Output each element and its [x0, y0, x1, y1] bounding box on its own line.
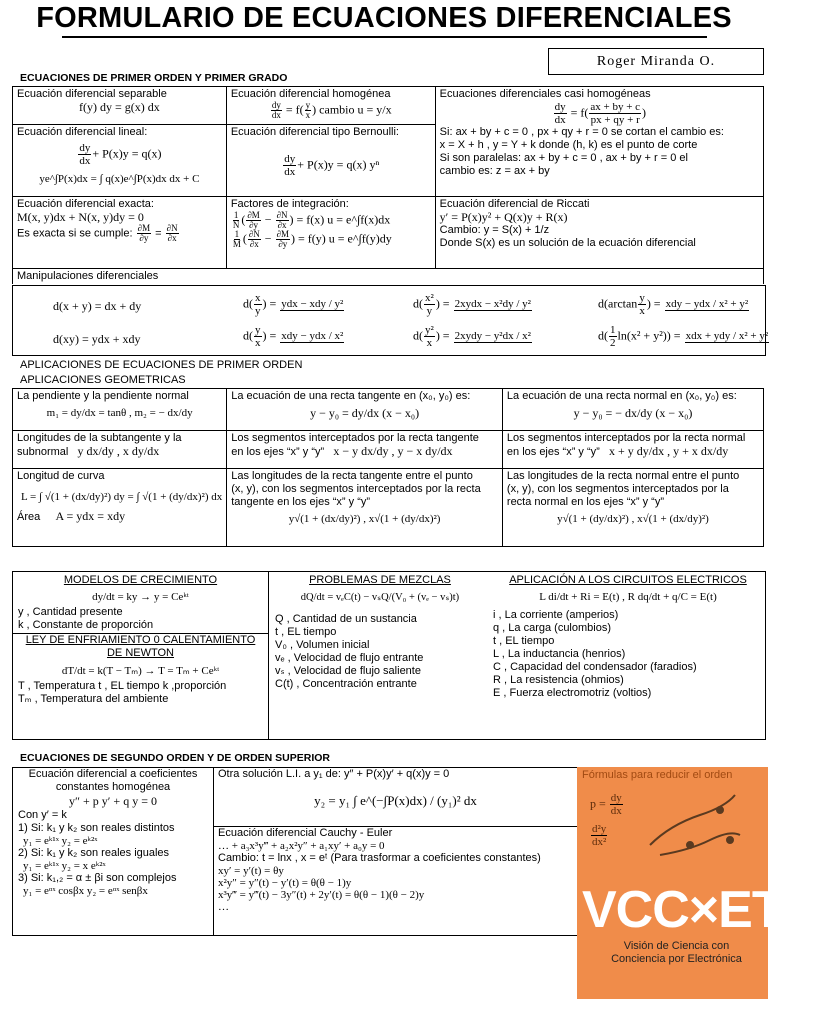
cauchy-euler-panel: Ecuación diferencial Cauchy - Euler … + a₃x³y‴ + a₂x²y″ + a₁xy′ + a₀y = 0 Cambio: t = lnx , x = eᵗ (Para trasformar a coeficientes constantes) xy′ = y′(t) = θy x²y″ = y″(t) − y′(t) = θ(θ − 1)y x³y‴ = y‴(t) − 3y″(t) + 2y′(t) = θ(θ − 1)(θ − 2)y … — [218, 827, 541, 913]
section-first-order: ECUACIONES DE PRIMER ORDEN Y PRIMER GRADO — [20, 72, 288, 84]
cell-longitud-curva: Longitud de curva L = ∫ √(1 + (dx/dy)²) dy = ∫ √(1 + (dy/dx)²) dx Área A = ydx = xdy — [13, 469, 227, 547]
manip-d-arctan: d(arctan $\frac{y}{x}$ ) = xdy − ydx / x² + y² — [598, 292, 749, 317]
manip-heading-cell: Manipulaciones diferenciales — [13, 269, 764, 285]
cell-factores: Factores de integración: $\frac{1}{N}$ ( $\frac{\partial M}{\partial y}$ − $\frac{\partial N}{\partial x}$ ) = f(x) u = e^∫f(x)dx $\frac{1}{M}$ ( $\frac{\partial N}{\partial x}$ − $\frac{\partial M}{\partial y}$ ) = f(y) u = e^∫f(y)dy — [226, 197, 435, 269]
page-title: FORMULARIO DE ECUACIONES DIFERENCIALES — [36, 2, 732, 34]
manip-d-y2-over-x: d( $\frac{\text{y²}}{x}$ ) = 2xydy − y²dx / x² — [413, 324, 531, 349]
const-coef-panel: Ecuación diferencial a coeficientes constantes homogénea y″ + p y′ + q y = 0 Con y′ = k 1) Si: k₁ y k₂ son reales distintos y₁ = eᵏ¹ˣ y₂ = eᵏ²ˣ 2) Si: k₁ y k₂ son reales iguales y₁ = eᵏ¹ˣ y₂ = x eᵏ²ˣ 3) Si: k₁,₂ = α ± βi son complejos y₁ = eᵅˣ cosβx y₂ = eᵅˣ senβx — [13, 768, 214, 935]
cell-seg-tangente: Los segmentos interceptados por la recta tangente en los ejes “x” y “y” x − y dx/dy , y − x dy/dx — [227, 431, 503, 469]
second-order-box — [12, 767, 579, 936]
manip-d-x-over-y: d( $\frac{x}{y}$ ) = ydx − xdy / y² — [243, 292, 344, 317]
circuits-panel: APLICACIÓN A LOS CIRCUITOS ELECTRICOS L di/dt + Ri = E(t) , R dq/dt + q/C = E(t) i , La corriente (amperios) q , La carga (culombios) t , EL tiempo L , La inductancia (henrios) C , Capacidad del condensador (faradios) R , La resistencia (ohmios) E , Fuerza electromotriz (voltios) — [493, 574, 747, 699]
cell-bernoulli: Ecuación diferencial tipo Bernoulli: $\frac{dy}{dx}$ + P(x)y = q(x) yⁿ — [226, 125, 435, 197]
second-solution-panel: Otra solución L.I. a y₁ de: y″ + P(x)y′ + q(x)y = 0 y₂ = y₁ ∫ e^(−∫P(x)dx) / (y₁)² dx — [213, 768, 578, 827]
cell-long-normal: Las longitudes de la recta normal entre el punto (x, y), con los segmentos interceptados por la recta normal en los ejes “x” y “y” y√(1 + (dy/dx)²) , x√(1 + (dx/dy)²) — [502, 469, 763, 547]
mixtures-panel: PROBLEMAS DE MEZCLAS dQ/dt = vₑC(t) − vₛQ/(V₀ + (vₑ − vₛ)t) Q , Cantidad de un sustancia t , EL tiempo V₀ , Volumen inicial vₑ , Velocidad de flujo entrante vₛ , Velocidad de flujo saliente C(t) , Concentración entrante — [275, 574, 460, 690]
geom-table — [12, 388, 764, 547]
manip-box: d(x + y) = dx + dy d(xy) = ydx + xdy d( $\frac{x}{y}$ ) = ydx − xdy / y² d( $\frac{y}{x}$ ) = xdy − ydx / x² d( $\frac{\text{x²}}{y}$ ) = 2xydx − x²dy / y² d( $\frac{\text{y²}}{x}$ ) = 2xydy − y²dx / x² d(arctan $\frac{y}{x}$ ) = xdy − ydx / x² + y² d( $\frac{1}{2}$ ln(x² + y²)) = xdx + ydy / x² + y² — [12, 285, 766, 356]
cell-riccati: Ecuación diferencial de Riccati y′ = P(x)y² + Q(x)y + R(x) Cambio: y = S(x) + 1/z Donde S(x) es un solución de la ecuación diferencial — [435, 197, 763, 269]
section-second-order: ECUACIONES DE SEGUNDO ORDEN Y DE ORDEN SUPERIOR — [20, 752, 330, 764]
hand-icon — [630, 785, 750, 870]
manip-d-ln: d( $\frac{1}{2}$ ln(x² + y²)) = xdx + ydy / x² + y² — [598, 324, 769, 349]
cell-subtangente: Longitudes de la subtangente y la subnormal y dx/dy , x dy/dx — [13, 431, 227, 469]
cell-seg-normal: Los segmentos interceptados por la recta normal en los ejes “x” y “y” x + y dy/dx , y + x dx/dy — [502, 431, 763, 469]
cell-tangente: La ecuación de una recta tangente en (x₀, y₀) es: y − y₀ = dy/dx (x − x₀) — [227, 389, 503, 431]
vcc-logo: VCC×ETN — [582, 881, 819, 939]
manip-d-x2-over-y: d( $\frac{\text{x²}}{y}$ ) = 2xydx − x²dy / y² — [413, 292, 531, 317]
first-order-table — [12, 86, 764, 284]
reduce-order-formulas: p = $\frac{dy}{dx}$ $\frac{\text{d²y}}{\text{dx²}}$ — [590, 792, 622, 848]
cell-lineal: Ecuación diferencial lineal: $\frac{dy}{dx}$ + P(x)y = q(x) ye^∫P(x)dx = ∫ q(x)e^∫P(x)dx dx + C — [13, 125, 227, 197]
author-box: Roger Miranda O. — [548, 48, 764, 75]
manip-d-y-over-x: d( $\frac{y}{x}$ ) = xdy − ydx / x² — [243, 324, 344, 349]
reduce-order-heading: Fórmulas para reducir el orden — [582, 769, 733, 781]
section-apps-geom: APLICACIONES GEOMETRICAS — [20, 374, 186, 386]
apps-box — [12, 571, 766, 740]
cell-homogenea: Ecuación diferencial homogénea $\frac{dy}{dx}$ = f( $\frac{y}{x}$ ) cambio u = y/x — [226, 87, 435, 125]
cell-pendiente: La pendiente y la pendiente normal m₁ = dy/dx = tanθ , m₂ = − dx/dy — [13, 389, 227, 431]
logo-tagline: Visión de Ciencia con Conciencia por Electrónica — [611, 940, 742, 965]
cell-long-tangente: Las longitudes de la recta tangente entre el punto (x, y), con los segmentos interceptados por la recta tangente en los ejes “x” y “y” y√(1 + (dx/dy)²) , x√(1 + (dy/dx)²) — [227, 469, 503, 547]
section-apps-first-order: APLICACIONES DE ECUACIONES DE PRIMER ORDEN — [20, 359, 303, 371]
title-underline — [62, 36, 707, 38]
cell-exacta: Ecuación diferencial exacta: M(x, y)dx + N(x, y)dy = 0 Es exacta si se cumple: $\frac{\partial M}{\partial y}$ = $\frac{\partial N}{\partial x}$ — [13, 197, 227, 269]
cell-normal: La ecuación de una recta normal en (x₀, y₀) es: y − y₀ = − dx/dy (x − x₀) — [502, 389, 763, 431]
growth-panel: MODELOS DE CRECIMIENTO dy/dt = ky → y = Ceᵏᵗ y , Cantidad presente k , Constante de proporción LEY DE ENFRIAMIENTO 0 CALENTAMIENTO DE NEWTON dT/dt = k(T − Tₘ) → T = Tₘ + Ceᵏᵗ T , Temperatura t , EL tiempo k ,proporción Tₘ , Temperatura del ambiente — [13, 572, 269, 739]
cell-casi-homogenea: Ecuaciones diferenciales casi homogéneas $\frac{dy}{dx}$ = f( $\frac{ax + by + c}{px + qy + r}$ ) Si: ax + by + c = 0 , px + qy + r = 0 se cortan el cambio es: x = X + h , y = Y + k donde (h, k) es el punto de corte Si son paralelas: ax + by + c = 0 , ax + by + r = 0 el cambio es: z = ax + by — [435, 87, 763, 197]
cell-separable: Ecuación diferencial separable f(y) dy = g(x) dx — [13, 87, 227, 125]
